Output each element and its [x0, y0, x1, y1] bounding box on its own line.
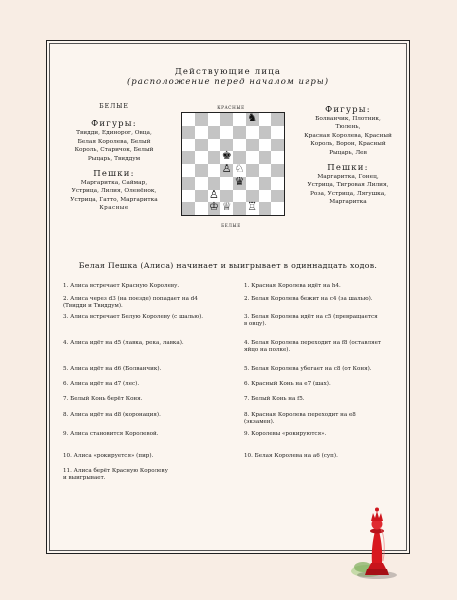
white-side-column [51, 103, 177, 213]
board-square [259, 151, 272, 164]
board-square [233, 190, 246, 203]
move-text: яйцо на полке). [244, 347, 291, 354]
white-king-icon: ♔ [208, 200, 219, 214]
white-move-1 [63, 283, 233, 290]
red-queen-figurine-icon [349, 491, 401, 581]
white-figures-line: Король, Старичок, Белый [74, 147, 154, 154]
page-frame [46, 40, 410, 554]
board-square [233, 202, 246, 215]
board-square [259, 164, 272, 177]
board-square [195, 139, 208, 152]
intro-line: Белая Пешка (Алиса) начинает и выигрывает в одиннадцать ходов. [78, 261, 378, 270]
white-move-5 [63, 366, 233, 373]
move-text: (экзамен). [244, 419, 275, 426]
board-square [233, 113, 246, 126]
board-square [182, 139, 195, 152]
white-pawn-icon: ♙ [208, 187, 219, 201]
move-text: 9. Алиса становится Королевой. [63, 431, 159, 437]
red-move-5 [244, 366, 406, 373]
red-move-7 [244, 396, 406, 403]
board-square [246, 151, 259, 164]
move-text: и выигрывает. [63, 475, 106, 482]
board-square [195, 177, 208, 190]
move-text: 6. Красный Конь на e7 (шах). [244, 381, 331, 387]
board-square [259, 113, 272, 126]
white-pawns-note: Красные [99, 205, 129, 212]
board-square [208, 139, 221, 152]
red-move-4 [244, 340, 406, 355]
board-square [182, 126, 195, 139]
red-pawns-line: Маргаритка, Гонец, [317, 174, 379, 181]
white-move-8 [63, 412, 233, 419]
red-queen-icon: ♛ [234, 174, 245, 188]
red-figures-list [287, 115, 409, 157]
board-square [195, 113, 208, 126]
red-pawns-title: Пешки: [327, 163, 369, 174]
heading-subtitle: (расположение перед началом игры) [126, 77, 330, 87]
white-move-9 [63, 431, 233, 438]
board-square [246, 126, 259, 139]
white-figures-list [51, 129, 177, 163]
board-square [259, 139, 272, 152]
move-text: 5. Белая Королева убегает на c8 (от Коня). [244, 366, 372, 372]
board-square [182, 151, 195, 164]
red-move-1 [244, 283, 406, 290]
move-text: 2. Алиса через d3 (на поезде) попадает на d4 [63, 296, 198, 302]
board-square [220, 177, 233, 190]
move-text: (Твидди и Твиддум). [63, 303, 123, 310]
board-square [271, 202, 284, 215]
red-figures-line: Тюлень, [335, 124, 361, 131]
board-square [195, 202, 208, 215]
board-square [271, 126, 284, 139]
red-knight-icon: ♞ [247, 111, 258, 124]
white-figures-title: Фигуры: [91, 119, 137, 130]
move-text: 4. Алиса идёт на d5 (лавка, река, лавка). [63, 340, 184, 346]
white-move-10 [63, 453, 233, 460]
board-square [246, 164, 259, 177]
move-text: 9. Королевы «рокируются». [244, 431, 327, 437]
white-move-6 [63, 381, 233, 388]
red-move-3 [244, 314, 406, 329]
board-square [195, 190, 208, 203]
board-square [246, 177, 259, 190]
white-pawn-alice-icon: ♙ [221, 162, 232, 175]
white-pawns-line: Устрица, Лилия, Оленёнок, [71, 188, 157, 195]
red-pawns-line: Роза, Устрица, Лягушка, [309, 190, 387, 197]
board-square [182, 190, 195, 203]
move-text: 10. Алиса «рокируется» (пир). [63, 453, 154, 459]
heading-title: Действующие лица [174, 67, 282, 77]
red-figures-line: Красная Королева, Красный [304, 132, 392, 139]
move-text: 1. Алиса встречает Красную Королеву. [63, 283, 180, 289]
board-label-white: БЕЛЫЕ [221, 223, 241, 228]
board-square [259, 126, 272, 139]
white-pawns-title: Пешки: [93, 169, 135, 180]
board-square [233, 126, 246, 139]
board-square [220, 126, 233, 139]
board-label-red: КРАСНЫЕ [217, 105, 245, 110]
board-square [208, 113, 221, 126]
red-move-6 [244, 381, 406, 388]
board-square [271, 151, 284, 164]
white-queen-icon: ♕ [221, 200, 232, 214]
board-square [271, 190, 284, 203]
board-square [259, 202, 272, 215]
white-pawns-list [51, 179, 177, 204]
red-figures-line: Король, Ворон, Красный [310, 141, 386, 148]
red-move-2 [244, 296, 406, 303]
white-pawns-line: Устрица, Гатто, Маргаритка [70, 196, 158, 203]
board-square [233, 139, 246, 152]
red-move-9 [244, 431, 406, 438]
move-text: 1. Красная Королева идёт на h4. [244, 283, 341, 289]
white-figures-line: Рыцарь, Твиддум [87, 155, 141, 162]
white-move-4 [63, 340, 233, 347]
white-move-2 [63, 296, 233, 311]
white-rook-icon: ♖ [247, 200, 258, 214]
white-move-3 [63, 314, 233, 321]
red-pawns-line: Маргаритка [329, 199, 367, 206]
red-king-icon: ♚ [221, 149, 232, 163]
move-text: 4. Белая Королева переходит на f8 (оставляет [244, 340, 381, 346]
red-figures-line: Болванчик, Плотник, [315, 116, 381, 122]
white-side-title: БЕЛЫЕ [99, 103, 129, 110]
red-pawns-line: Устрица, Тигровая Лилия, [307, 182, 389, 189]
white-figures-line: Твидди, Единорог, Овца, [76, 130, 152, 137]
board-square [259, 177, 272, 190]
board-square [271, 177, 284, 190]
chess-board [181, 112, 285, 216]
white-move-7 [63, 396, 233, 403]
move-text: 6. Алиса идёт на d7 (лес). [63, 381, 140, 387]
red-side-column [287, 105, 409, 207]
white-figures-line: Белая Королева, Белый [77, 138, 151, 145]
board-square [195, 164, 208, 177]
board-square [182, 202, 195, 215]
white-pawns-line: Маргаритка, Саймар, [80, 180, 148, 187]
board-square [271, 139, 284, 152]
red-figures-line: Рыцарь, Лев [329, 149, 367, 156]
board-square [182, 164, 195, 177]
red-pawns-list [287, 173, 409, 207]
board-square [208, 164, 221, 177]
move-text: 10. Белая Королева на a6 (суп). [244, 453, 338, 459]
board-square [259, 190, 272, 203]
board-square [182, 113, 195, 126]
move-text: 8. Алиса идёт на d8 (коронация). [63, 412, 161, 418]
red-figures-title: Фигуры: [325, 105, 371, 115]
board-square [182, 177, 195, 190]
move-text: 3. Белая Королева идёт на c5 (превращается [244, 314, 378, 320]
move-text: 7. Белый Конь берёт Коня. [63, 396, 143, 402]
board-square [246, 139, 259, 152]
move-text: 11. Алиса берёт Красную Королеву [63, 468, 168, 474]
board-square [195, 151, 208, 164]
move-text: 5. Алиса идёт на d6 (Болванчик). [63, 366, 162, 372]
board-square [220, 113, 233, 126]
board-square [271, 164, 284, 177]
board-square [271, 113, 284, 126]
move-text: в овцу). [244, 321, 267, 328]
move-text: 2. Белая Королева бежит на c4 (за шалью). [244, 296, 373, 302]
white-knight-icon: ♘ [234, 162, 245, 175]
board-square [195, 126, 208, 139]
board-square [208, 151, 221, 164]
move-text: 7. Белый Конь на f5. [244, 396, 305, 402]
move-text: 8. Красная Королева переходит на e8 [244, 412, 356, 418]
move-text: 3. Алиса встречает Белую Королеву (с шалью). [63, 314, 204, 320]
red-move-10 [244, 453, 406, 460]
white-move-11 [63, 468, 233, 483]
red-move-8 [244, 412, 406, 427]
board-square [208, 126, 221, 139]
